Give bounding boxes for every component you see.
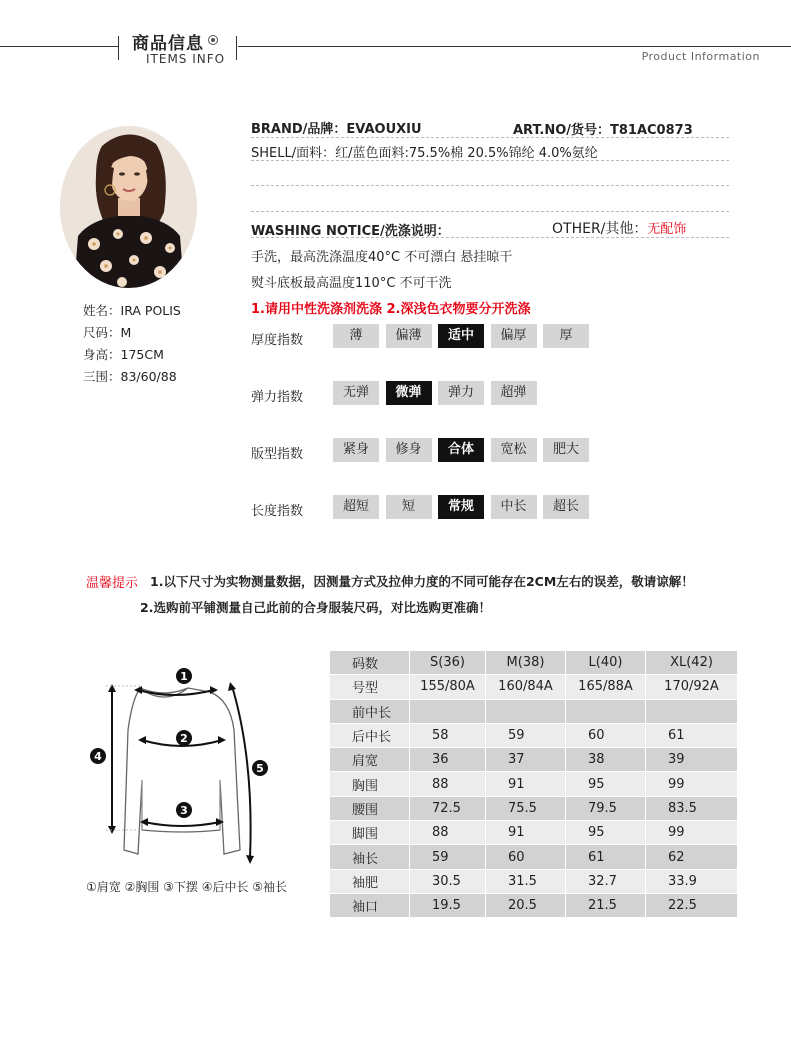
artno-value: T81AC0873 [610,123,693,138]
marker-2: 2 [180,732,188,745]
table-cell: 99 [646,821,738,845]
index-option-selected: 微弹 [386,381,432,405]
header-tick [236,36,237,60]
table-row-label: 前中长 [330,699,410,723]
table-cell: 19.5 [410,893,486,917]
model-info [83,300,181,388]
index-option: 肥大 [543,438,589,462]
table-row-label: 脚围 [330,821,410,845]
table-row-label: 后中长 [330,723,410,747]
brand-row: BRAND/品牌：EVAOUXIU [251,122,422,137]
table-cell: M(38) [486,651,566,675]
table-cell: 88 [410,772,486,796]
index-option: 无弹 [333,381,379,405]
other-value: 无配饰 [647,222,687,237]
table-cell: 88 [410,821,486,845]
index-option: 中长 [491,495,537,519]
index-option: 超弹 [491,381,537,405]
table-cell: 170/92A [646,675,738,699]
table-cell: L(40) [566,651,646,675]
table-row-label: 肩宽 [330,748,410,772]
table-cell: 39 [646,748,738,772]
model-measure: 83/60/88 [120,369,177,384]
index-option: 修身 [386,438,432,462]
table-row [330,821,738,845]
wash-line-2: 熨斗底板最高温度110°C 不可干洗 [251,276,452,291]
header-line-left [0,46,118,47]
table-row [330,845,738,869]
index-option: 弹力 [438,381,484,405]
table-cell: 21.5 [566,893,646,917]
index-option: 短 [386,495,432,519]
index-option-selected: 合体 [438,438,484,462]
index-label: 版型指数 [251,447,304,462]
shell-row: SHELL/面料：红/蓝色面料:75.5%棉 20.5%锦纶 4.0%氨纶 [251,146,598,161]
diagram-legend: ①肩宽 ②胸围 ③下摆 ④后中长 ⑤袖长 [86,880,288,894]
table-cell [646,699,738,723]
tip-line-2: 2.选购前平铺测量自己此前的合身服装尺码，对比选购更准确！ [140,600,491,615]
table-cell: 83.5 [646,796,738,820]
table-cell: 20.5 [486,893,566,917]
section-title: 商品信息 [132,34,204,54]
washing-notice-label: WASHING NOTICE/洗涤说明： [251,224,450,239]
model-name-row: 姓名：IRA POLIS [83,303,181,318]
table-row-label: 胸围 [330,772,410,796]
divider [251,185,729,186]
other-row: OTHER/其他：无配饰 [552,221,687,237]
table-cell: 72.5 [410,796,486,820]
table-row [330,796,738,820]
model-size-row: 尺码：M [83,325,132,340]
model-measure-row: 三围：83/60/88 [83,369,177,384]
section-subtitle: ITEMS INFO [146,52,226,66]
table-row [330,723,738,747]
table-cell: 95 [566,821,646,845]
table-cell: 32.7 [566,869,646,893]
wash-line-1: 手洗，最高洗涤温度40°C 不可漂白 悬挂晾干 [251,250,513,265]
table-row [330,893,738,917]
measurement-diagram [84,660,324,880]
divider [251,137,729,138]
table-header-row [330,651,738,675]
table-row [330,869,738,893]
table-cell [566,699,646,723]
shell-value: 红/蓝色面料:75.5%棉 20.5%锦纶 4.0%氨纶 [335,146,598,161]
table-cell: 91 [486,772,566,796]
table-cell: 61 [566,845,646,869]
table-cell: XL(42) [646,651,738,675]
model-photo [60,126,197,288]
table-row-label: 袖长 [330,845,410,869]
table-cell [410,699,486,723]
table-row-label: 码数 [330,651,410,675]
index-label: 长度指数 [251,504,304,519]
table-row [330,748,738,772]
index-option: 超长 [543,495,589,519]
table-cell: S(36) [410,651,486,675]
model-height: 175CM [120,347,164,362]
table-cell: 61 [646,723,738,747]
index-option: 超短 [333,495,379,519]
marker-5: 5 [256,762,264,775]
table-cell: 62 [646,845,738,869]
table-row-label: 袖口 [330,893,410,917]
divider [251,237,729,238]
target-dot-icon [208,35,218,45]
table-row [330,675,738,699]
table-cell: 36 [410,748,486,772]
divider [251,211,729,212]
artno-row: ART.NO/货号：T81AC0873 [513,123,693,138]
index-label: 弹力指数 [251,390,304,405]
tips-title: 温馨提示 [86,576,139,591]
table-cell [486,699,566,723]
index-option-selected: 常规 [438,495,484,519]
table-cell: 99 [646,772,738,796]
header-tick [118,36,119,60]
size-table [329,650,738,918]
table-cell: 33.9 [646,869,738,893]
table-row-label: 袖肥 [330,869,410,893]
table-cell: 58 [410,723,486,747]
table-cell: 91 [486,821,566,845]
marker-1: 1 [180,670,188,683]
model-height-row: 身高：175CM [83,347,164,362]
table-cell: 59 [410,845,486,869]
index-label: 厚度指数 [251,333,304,348]
wash-note: 1.请用中性洗涤剂洗涤 2.深浅色衣物要分开洗涤 [251,302,531,317]
table-cell: 59 [486,723,566,747]
table-row-label: 号型 [330,675,410,699]
table-row-label: 腰围 [330,796,410,820]
index-option: 宽松 [491,438,537,462]
model-size: M [120,325,132,340]
marker-3: 3 [180,804,188,817]
marker-4: 4 [94,750,102,763]
table-cell: 75.5 [486,796,566,820]
tip-line-1: 1.以下尺寸为实物测量数据，因测量方式及拉伸力度的不同可能存在2CM左右的误差，敬请谅解！ [150,574,694,589]
index-option: 薄 [333,324,379,348]
table-row [330,699,738,723]
model-name: IRA POLIS [120,303,181,318]
header-line-right [238,46,791,47]
table-cell: 37 [486,748,566,772]
table-cell: 38 [566,748,646,772]
table-cell: 79.5 [566,796,646,820]
table-row [330,772,738,796]
table-cell: 60 [566,723,646,747]
index-option-selected: 适中 [438,324,484,348]
table-cell: 22.5 [646,893,738,917]
index-option: 偏薄 [386,324,432,348]
product-information-label: Product Information [641,50,760,63]
table-cell: 31.5 [486,869,566,893]
divider [251,160,729,161]
table-cell: 30.5 [410,869,486,893]
table-cell: 155/80A [410,675,486,699]
index-option: 偏厚 [491,324,537,348]
table-cell: 160/84A [486,675,566,699]
index-option: 紧身 [333,438,379,462]
index-option: 厚 [543,324,589,348]
brand-value: EVAOUXIU [346,122,422,137]
table-cell: 60 [486,845,566,869]
table-cell: 95 [566,772,646,796]
table-cell: 165/88A [566,675,646,699]
